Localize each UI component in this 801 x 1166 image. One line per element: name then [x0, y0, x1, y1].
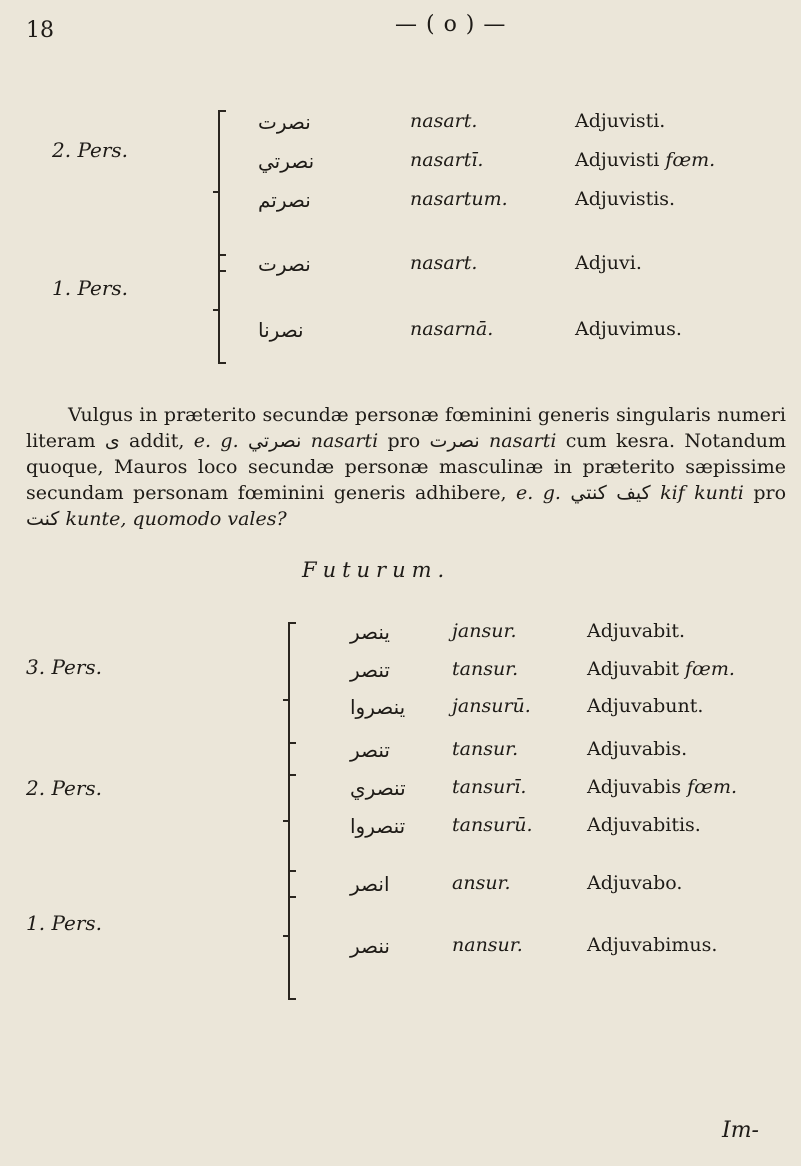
latin-translation: Adjuvabunt. — [587, 695, 704, 717]
arabic-form: نصرنا — [258, 318, 304, 342]
transliteration: ansur. — [452, 872, 511, 894]
page-number: 18 — [26, 18, 54, 43]
person-label: 3. Pers. — [26, 655, 103, 679]
arabic-form: نصرت — [258, 252, 311, 276]
person-label: 2. Pers. — [26, 776, 103, 800]
brace — [218, 254, 226, 364]
arabic-form: انصر — [350, 872, 390, 896]
transliteration: jansurū. — [452, 695, 531, 717]
transliteration: nasart. — [410, 252, 478, 274]
section-heading-futurum: Futurum. — [302, 558, 451, 582]
arabic-form: ينصر — [350, 620, 390, 644]
latin-translation: Adjuvabis. — [587, 738, 688, 760]
transliteration: nasarnā. — [410, 318, 494, 340]
person-label: 2. Pers. — [52, 138, 129, 162]
arabic-form: نصرتي — [258, 149, 315, 173]
transliteration: nasart. — [410, 110, 478, 132]
arabic-form: ننصر — [350, 934, 390, 958]
person-label: 1. Pers. — [26, 911, 103, 935]
latin-translation: Adjuvabimus. — [587, 934, 718, 956]
latin-translation: Adjuvabit. — [587, 620, 685, 642]
arabic-form: تنصري — [350, 776, 406, 800]
arabic-form: نصرت — [258, 110, 311, 134]
transliteration: jansur. — [452, 620, 517, 642]
arabic-form: نصرتم — [258, 188, 311, 212]
gender-note: fœm. — [687, 776, 737, 798]
gender-note: fœm. — [665, 149, 716, 171]
arabic-form: ينصروا — [350, 695, 406, 719]
person-label: 1. Pers. — [52, 276, 129, 300]
latin-translation: Adjuvistis. — [575, 188, 676, 210]
transliteration: tansurū. — [452, 814, 533, 836]
latin-translation: Adjuvi. — [575, 252, 642, 274]
transliteration: tansur. — [452, 658, 519, 680]
latin-translation: Adjuvabit fœm. — [587, 658, 735, 680]
latin-translation: Adjuvisti fœm. — [575, 149, 716, 171]
brace — [218, 110, 226, 272]
transliteration: tansur. — [452, 738, 519, 760]
transliteration: nasartum. — [410, 188, 508, 210]
arabic-form: تنصر — [350, 658, 390, 682]
latin-translation: Adjuvabis fœm. — [587, 776, 737, 798]
latin-translation: Adjuvabitis. — [587, 814, 701, 836]
catchword: Im- — [722, 1118, 759, 1143]
latin-translation: Adjuvisti. — [575, 110, 666, 132]
transliteration: nansur. — [452, 934, 523, 956]
arabic-form: تنصر — [350, 738, 390, 762]
transliteration: nasartī. — [410, 149, 484, 171]
brace — [288, 870, 296, 1000]
gender-note: fœm. — [685, 658, 735, 680]
explanatory-paragraph: Vulgus in præterito secundæ personæ fœminini generis singularis numeri literam ى addit, e. g. نصرتي nasarti pro نصرت nasarti cum kesra. Notandum quoque, Mauros loco secundæ personæ masculinæ in præterito sæpissime secundam personam fœminini generis adhibere, e. g. كيف كنتي kif kunti pro كنت kunte, quomodo vales? — [26, 404, 787, 530]
latin-translation: Adjuvimus. — [575, 318, 682, 340]
running-head: — ( o ) — — [395, 12, 507, 37]
latin-translation: Adjuvabo. — [587, 872, 683, 894]
transliteration: tansurī. — [452, 776, 527, 798]
arabic-form: تنصروا — [350, 814, 406, 838]
